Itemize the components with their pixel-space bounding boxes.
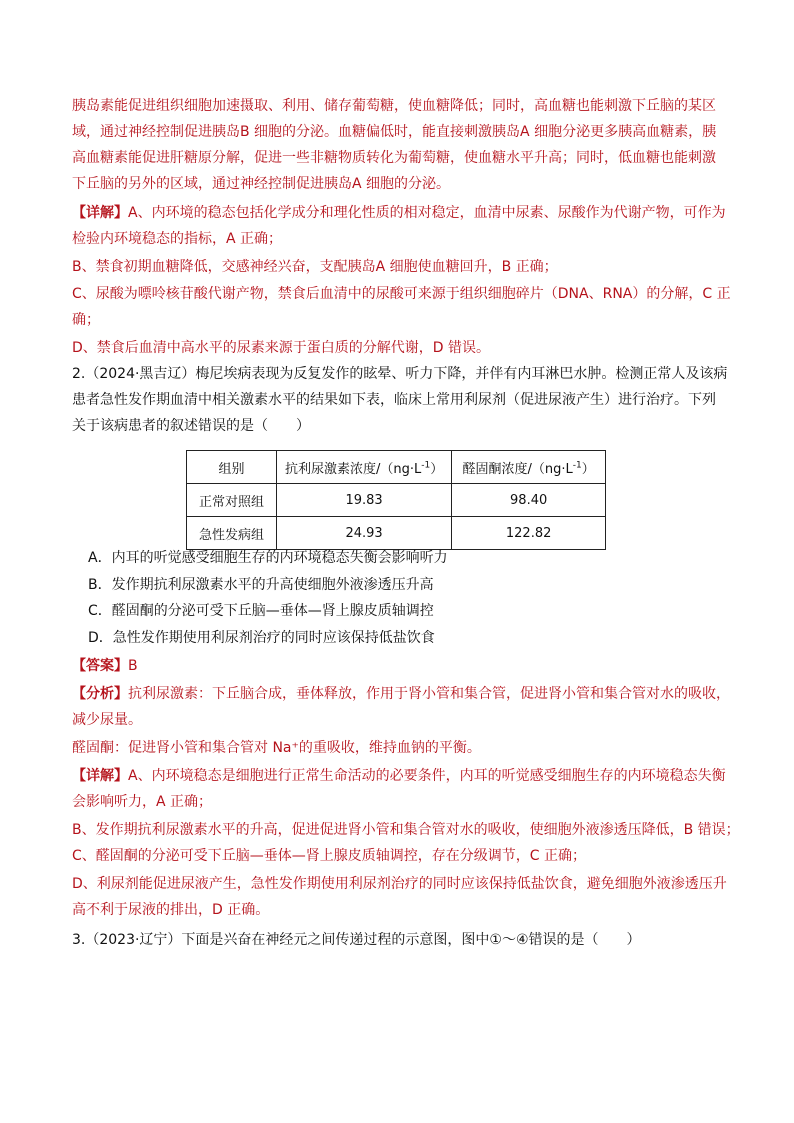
table-header-cell — [452, 451, 606, 484]
table-header-cell: 组别 — [187, 451, 277, 484]
analysis-text-line: 胰岛素能促进组织细胞加速摄取、利用、储存葡萄糖，使血糖降低；同时，高血糖也能刺激下丘脑的某区 — [72, 98, 716, 114]
q2-detail-d: D、利尿剂能促进尿液产生，急性发作期使用利尿剂治疗的同时应该保持低盐饮食，避免细胞外液渗透压升 — [72, 876, 727, 892]
q3-stem: 3.（2023·辽宁）下面是兴奋在神经元之间传递过程的示意图，图中①～④错误的是（ ） — [72, 932, 641, 948]
q2-stem-line: 关于该病患者的叙述错误的是（ ） — [72, 418, 310, 434]
header-sup: -1 — [421, 460, 431, 471]
header-close: ） — [430, 461, 444, 477]
table-cell: 98.40 — [452, 484, 606, 517]
table-cell: 122.82 — [452, 517, 606, 550]
q1-detail-c: C、尿酸为嘌呤核苷酸代谢产物，禁食后血清中的尿酸可来源于组织细胞碎片（DNA、RNA）的分解，C 正 — [72, 286, 731, 302]
q2-detail-a — [72, 766, 732, 786]
q1-detail-c-cont: 确； — [72, 312, 100, 328]
option-c: C．醛固酮的分泌可受下丘脑—垂体—肾上腺皮质轴调控 — [88, 603, 434, 619]
q2-stem-line: 患者急性发作期血清中相关激素水平的结果如下表，临床上常用利尿剂（促进尿液产生）进行治疗。下列 — [72, 392, 716, 408]
detail-tag: 【详解】 — [72, 205, 128, 221]
table-row — [187, 517, 606, 550]
q2-detail-b: B、发作期抗利尿激素水平的升高，促进促进肾小管和集合管对水的吸收，使细胞外液渗透压降低，B 错误； — [72, 822, 740, 838]
table-cell: 急性发病组 — [187, 517, 277, 550]
q1-detail-d: D、禁食后血清中高水平的尿素来源于蛋白质的分解代谢，D 错误。 — [72, 340, 491, 356]
q2-analysis — [72, 684, 732, 704]
q2-answer — [72, 656, 732, 676]
q2-analysis-line: 醛固酮：促进肾小管和集合管对 Na⁺的重吸收，维持血钠的平衡。 — [72, 740, 481, 756]
header-text: 醛固酮浓度/（ng·L — [462, 461, 573, 477]
option-d: D．急性发作期使用利尿剂治疗的同时应该保持低盐饮食 — [88, 630, 435, 646]
analysis-tag: 【分析】 — [72, 686, 128, 702]
q1-detail-a-cont: 检验内环境稳态的指标，A 正确； — [72, 231, 283, 247]
header-close: ） — [581, 461, 595, 477]
q2-analysis-cont: 减少尿量。 — [72, 712, 142, 728]
q2-stem-line: 2.（2024·黑吉辽）梅尼埃病表现为反复发作的眩晕、听力下降，并伴有内耳淋巴水肿。检测正常人及该病 — [72, 366, 728, 382]
analysis-text-line: 下丘脑的另外的区域，通过神经控制促进胰岛A 细胞的分泌。 — [72, 176, 451, 192]
option-a: A．内耳的听觉感受细胞生存的内环境稳态失衡会影响听力 — [88, 550, 448, 566]
table-header-cell — [276, 451, 451, 484]
table-header-row — [187, 451, 606, 484]
analysis-text: 抗利尿激素：下丘脑合成，垂体释放，作用于肾小管和集合管，促进肾小管和集合管对水的吸收， — [128, 686, 730, 702]
detail-tag: 【详解】 — [72, 768, 128, 784]
detail-text: A、内环境的稳态包括化学成分和理化性质的相对稳定，血清中尿素、尿酸作为代谢产物，可作为 — [128, 205, 726, 221]
table-cell: 24.93 — [276, 517, 451, 550]
table-cell: 正常对照组 — [187, 484, 277, 517]
answer-tag: 【答案】 — [72, 658, 128, 674]
header-text: 抗利尿激素浓度/（ng·L — [284, 461, 422, 477]
option-b: B．发作期抗利尿激素水平的升高使细胞外液渗透压升高 — [88, 577, 434, 593]
q2-detail-c: C、醛固酮的分泌可受下丘脑—垂体—肾上腺皮质轴调控，存在分级调节，C 正确； — [72, 848, 586, 864]
q1-detail-b: B、禁食初期血糖降低，交感神经兴奋，支配胰岛A 细胞使血糖回升，B 正确； — [72, 259, 558, 275]
q2-detail-d-cont: 高不利于尿液的排出，D 正确。 — [72, 902, 270, 918]
table-cell: 19.83 — [276, 484, 451, 517]
analysis-text-line: 高血糖素能促进肝糖原分解，促进一些非糖物质转化为葡萄糖，使血糖水平升高；同时，低血糖也能刺激 — [72, 150, 716, 166]
hormone-table — [186, 450, 606, 550]
detail-text: A、内环境稳态是细胞进行正常生命活动的必要条件，内耳的听觉感受细胞生存的内环境稳态失衡 — [128, 768, 726, 784]
q2-detail-a-cont: 会影响听力，A 正确； — [72, 794, 213, 810]
table-row — [187, 484, 606, 517]
header-sup: -1 — [572, 460, 582, 471]
analysis-text-line: 域，通过神经控制促进胰岛B 细胞的分泌。血糖偏低时，能直接刺激胰岛A 细胞分泌更多胰高血糖素，胰 — [72, 124, 717, 140]
q1-detail-a — [72, 203, 732, 223]
answer-value: B — [128, 658, 138, 674]
